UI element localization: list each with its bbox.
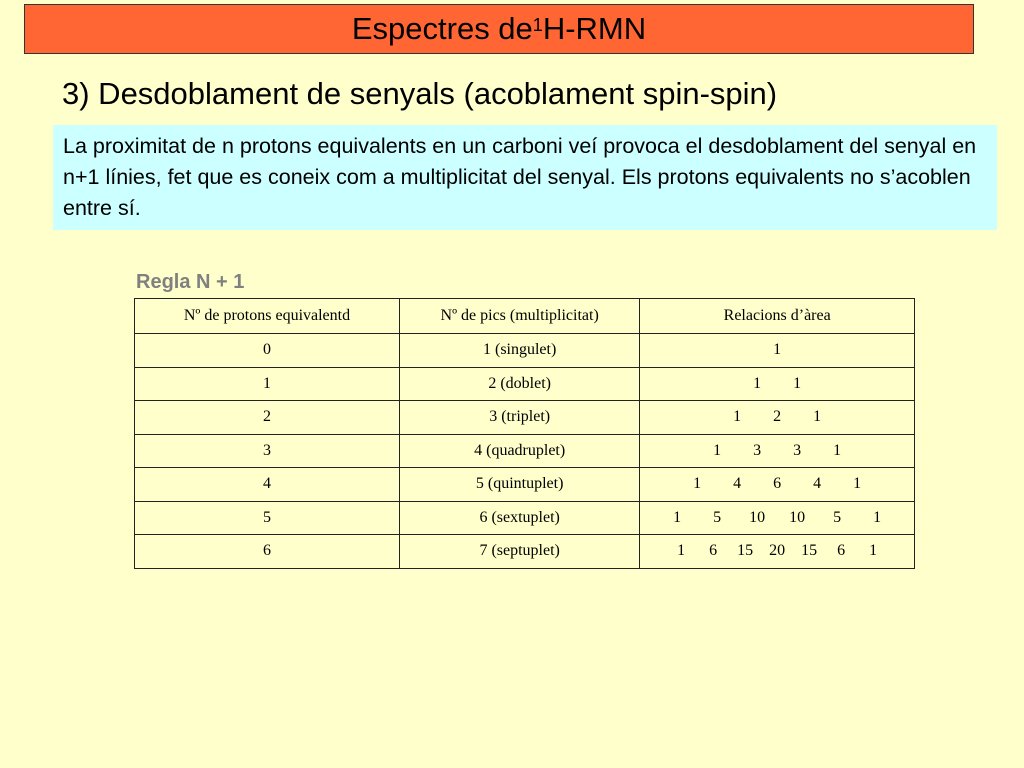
title-text-before: Espectres de (351, 11, 533, 46)
ratio-value: 5 (713, 508, 722, 526)
ratio-value: 15 (801, 542, 818, 560)
ratio-value: 20 (769, 542, 786, 560)
table-row (135, 501, 915, 535)
table-row (135, 401, 915, 435)
section-heading: 3) Desdoblament de senyals (acoblament spin-spin) (62, 76, 778, 111)
table-row (135, 367, 915, 401)
table-row (135, 468, 915, 502)
ratio-value: 1 (753, 374, 762, 392)
table-row (135, 535, 915, 569)
ratio-value: 6 (837, 542, 846, 560)
header-pics: Nº de pics (multiplicitat) (399, 299, 639, 334)
table-row (135, 434, 915, 468)
ratio-value: 10 (749, 508, 766, 526)
ratio-value: 2 (773, 408, 782, 426)
multiplicity-table (134, 298, 915, 569)
cell-area-ratio (640, 401, 915, 435)
ratio-value: 1 (869, 542, 878, 560)
ratio-value: 1 (693, 475, 702, 493)
cell-pics: 1 (singulet) (399, 334, 639, 368)
ratio-value: 1 (793, 374, 802, 392)
ratio-value: 1 (813, 408, 822, 426)
ratio-value: 1 (773, 341, 782, 359)
ratio-value: 4 (813, 475, 822, 493)
cell-area-ratio (640, 535, 915, 569)
ratio-value: 4 (733, 475, 742, 493)
cell-pics: 7 (septuplet) (399, 535, 639, 569)
ratio-value: 15 (737, 542, 754, 560)
cell-pics: 6 (sextuplet) (399, 501, 639, 535)
cell-protons: 1 (135, 367, 400, 401)
cell-area-ratio (640, 468, 915, 502)
rule-label: Regla N + 1 (136, 271, 245, 293)
ratio-value: 1 (853, 475, 862, 493)
ratio-value: 1 (673, 508, 682, 526)
title-text-after: H-RMN (542, 11, 647, 46)
ratio-value: 5 (833, 508, 842, 526)
cell-area-ratio (640, 501, 915, 535)
table-header-row (135, 299, 915, 334)
ratio-value: 1 (873, 508, 882, 526)
ratio-value: 1 (713, 441, 722, 459)
ratio-value: 1 (677, 542, 686, 560)
slide-title (24, 4, 974, 54)
ratio-value: 3 (753, 441, 762, 459)
ratio-value: 1 (833, 441, 842, 459)
cell-protons: 4 (135, 468, 400, 502)
cell-protons: 5 (135, 501, 400, 535)
title-superscript: 1 (532, 14, 543, 35)
cell-protons: 0 (135, 334, 400, 368)
ratio-value: 6 (709, 542, 718, 560)
table-row (135, 334, 915, 368)
cell-pics: 5 (quintuplet) (399, 468, 639, 502)
header-area-ratio: Relacions d’àrea (640, 299, 915, 334)
intro-text-box: La proximitat de n protons equivalents en un carboni veí provoca el desdoblament del senyal en n+1 línies, fet que es coneix com a multiplicitat del senyal. Els protons equivalents no s’acoblen entre sí. (53, 125, 997, 230)
cell-pics: 3 (triplet) (399, 401, 639, 435)
ratio-value: 6 (773, 475, 782, 493)
cell-area-ratio (640, 367, 915, 401)
ratio-value: 10 (789, 508, 806, 526)
cell-pics: 4 (quadruplet) (399, 434, 639, 468)
cell-pics: 2 (doblet) (399, 367, 639, 401)
ratio-value: 3 (793, 441, 802, 459)
header-protons: Nº de protons equivalentd (135, 299, 400, 334)
cell-area-ratio (640, 334, 915, 368)
table-body (135, 334, 915, 569)
cell-protons: 6 (135, 535, 400, 569)
cell-protons: 2 (135, 401, 400, 435)
cell-area-ratio (640, 434, 915, 468)
cell-protons: 3 (135, 434, 400, 468)
ratio-value: 1 (733, 408, 742, 426)
